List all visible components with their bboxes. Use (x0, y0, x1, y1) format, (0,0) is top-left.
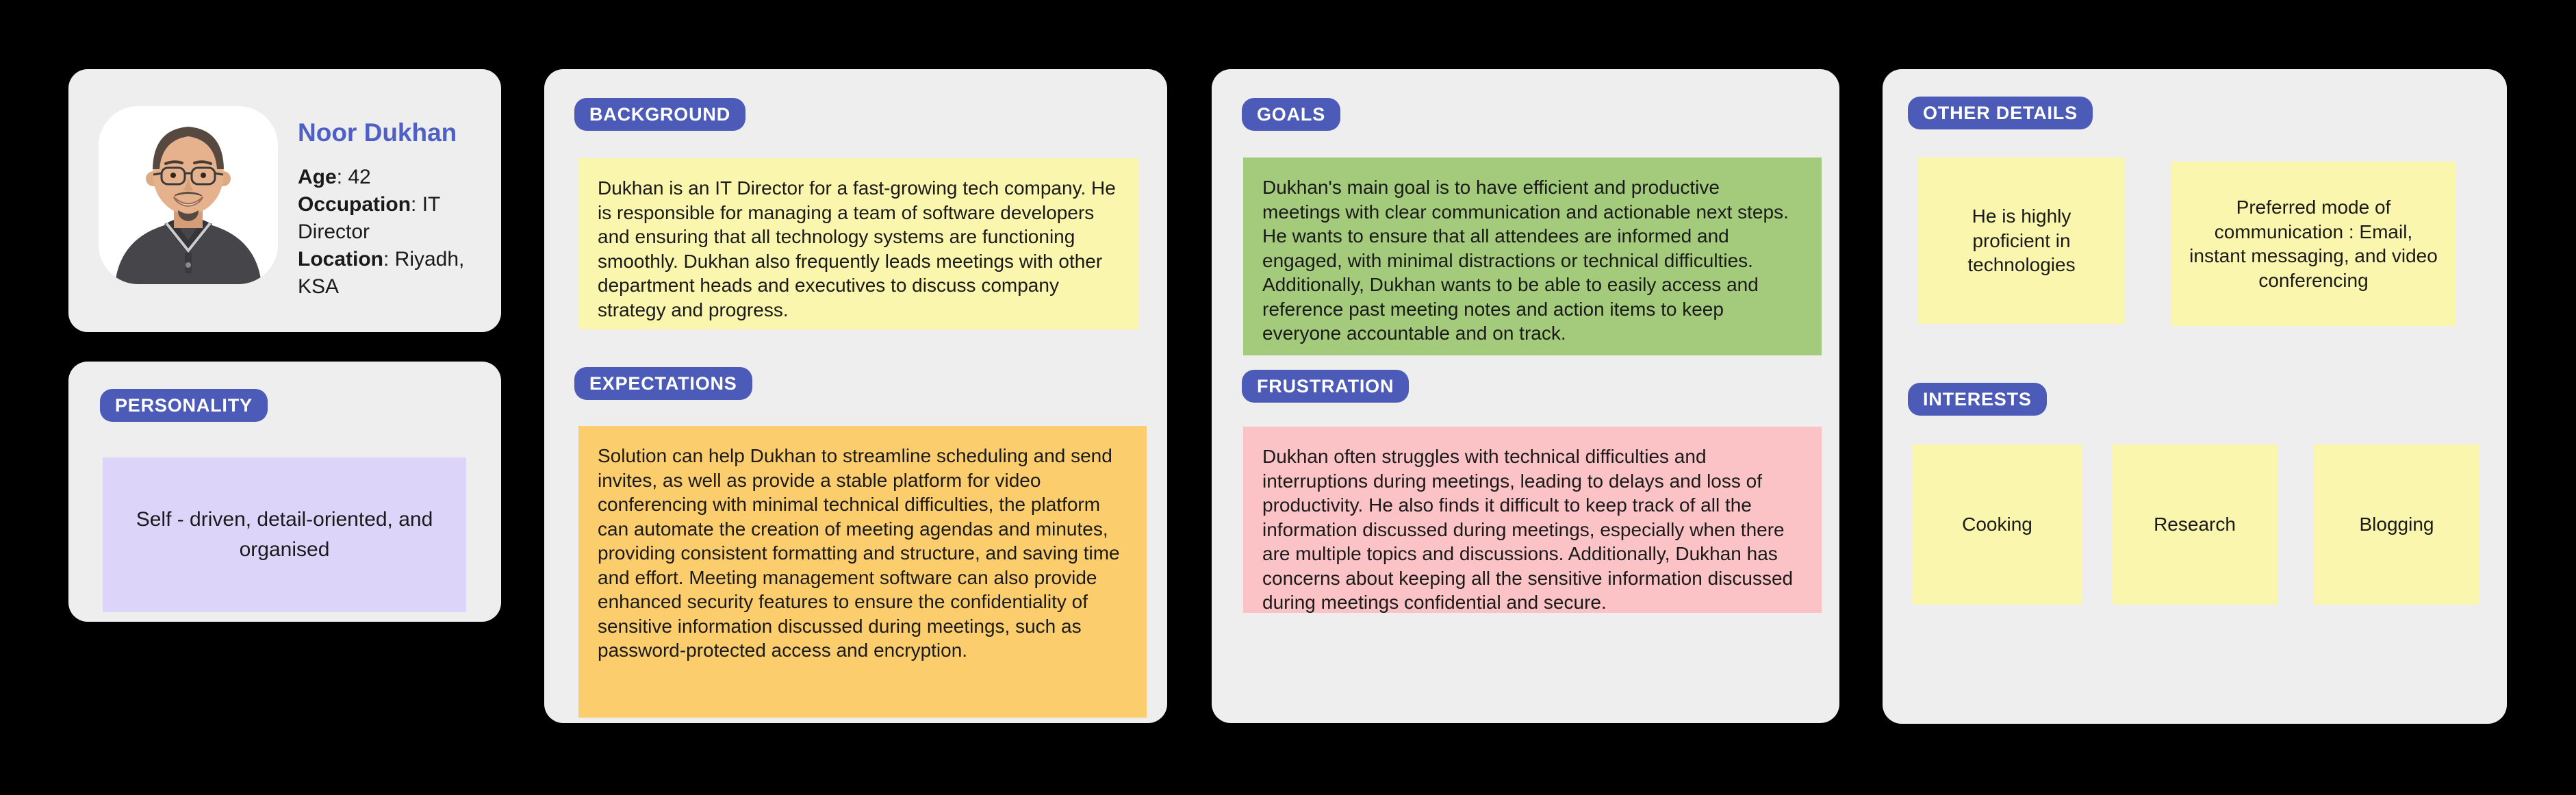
field-value: Riyadh, KSA (298, 248, 465, 298)
background-note: Dukhan is an IT Director for a fast-growing tech company. He is responsible for managing a team of software developers and ensuring that all technology systems are functioning smoothly. Dukhan also frequently leads meetings with other department heads and executives to discuss company strategy and progress. (578, 158, 1139, 329)
goals-badge: GOALS (1242, 98, 1340, 131)
goals-frustration-card (1212, 69, 1839, 723)
expectations-badge: EXPECTATIONS (574, 367, 752, 400)
background-expectations-card (544, 69, 1167, 723)
field-separator: : (383, 248, 395, 270)
profile-field-location (298, 246, 488, 301)
interest-note: Cooking (1912, 444, 2082, 605)
profile-field-occupation (298, 191, 488, 246)
field-label: Location (298, 248, 383, 270)
man-portrait-illustration (99, 106, 278, 284)
background-badge: BACKGROUND (574, 98, 745, 131)
profile-photo (99, 106, 278, 284)
frustration-note: Dukhan often struggles with technical difficulties and interruptions during meetings, leading to delays and loss of productivity. He also finds it difficult to keep track of all the information discussed during meetings, especially when there are multiple topics and discussions. Additionally, Dukhan has concerns about keeping all the sensitive information discussed during meetings confidential and secure. (1243, 427, 1822, 613)
interest-note: Blogging (2314, 444, 2479, 605)
profile-card (68, 69, 501, 332)
expectations-note: Solution can help Dukhan to streamline scheduling and send invites, as well as provide a stable platform for video conferencing with minimal technical difficulties, the platform can automate the creation of meeting agendas and minutes, providing consistent formatting and structure, and saving time and effort. Meeting management software can also provide enhanced security features to ensure the confidentiality of sensitive information discussed during meetings, such as password-protected access and encryption. (578, 426, 1147, 718)
field-separator: : (336, 166, 348, 188)
goals-note: Dukhan's main goal is to have efficient and productive meetings with clear communication and actionable next steps. He wants to ensure that all attendees are informed and engaged, with minimal distractions or technical difficulties. Additionally, Dukhan wants to be able to easily access and reference past meeting notes and action items to keep everyone accountable and on track. (1243, 157, 1822, 355)
other-details-interests-card (1883, 69, 2507, 724)
other-detail-note: He is highly proficient in technologies (1918, 157, 2125, 324)
interests-badge: INTERESTS (1908, 383, 2047, 416)
profile-fields (298, 164, 488, 301)
field-value: IT Director (298, 193, 440, 243)
field-separator: : (411, 193, 422, 216)
interest-note: Research (2112, 444, 2278, 605)
field-label: Occupation (298, 193, 411, 216)
other-details-badge: OTHER DETAILS (1908, 97, 2093, 129)
other-detail-note: Preferred mode of communication : Email, instant messaging, and video conferencing (2171, 162, 2456, 326)
persona-name: Noor Dukhan (298, 118, 457, 147)
profile-field-age (298, 164, 488, 191)
personality-card (68, 362, 501, 622)
personality-badge: PERSONALITY (100, 389, 268, 422)
field-value: 42 (348, 166, 371, 188)
field-label: Age (298, 166, 337, 188)
frustration-badge: FRUSTRATION (1242, 370, 1409, 403)
personality-note: Self - driven, detail-oriented, and organised (103, 457, 466, 612)
